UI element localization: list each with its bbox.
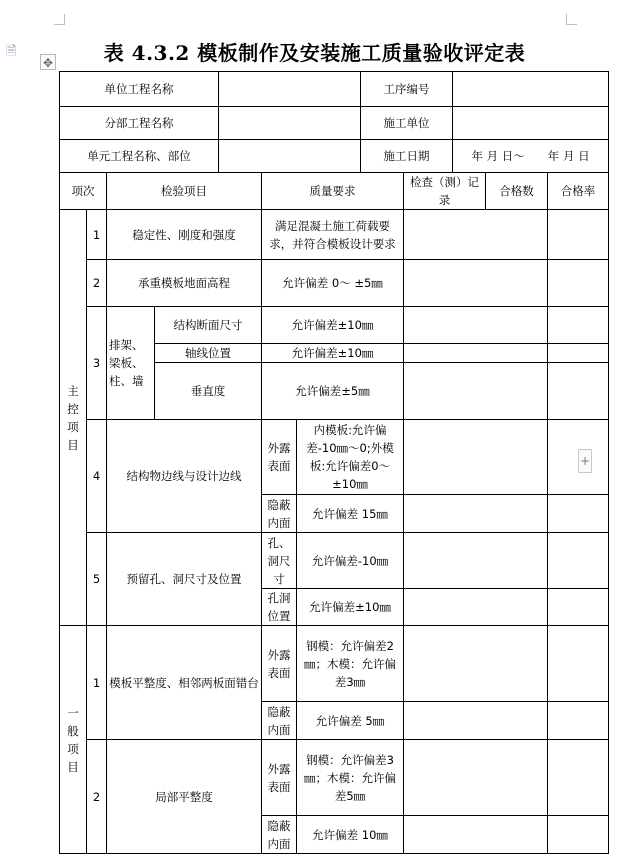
table-row	[60, 260, 609, 307]
count-cell[interactable]	[548, 740, 609, 816]
record-cell[interactable]	[404, 260, 548, 307]
record-cell[interactable]	[404, 307, 548, 344]
page-title: 表 4.3.2 模板制作及安装施工质量验收评定表	[103, 41, 526, 65]
table-row	[60, 307, 609, 344]
record-cell[interactable]	[404, 702, 548, 740]
count-cell[interactable]	[548, 495, 609, 533]
record-cell[interactable]	[404, 626, 548, 702]
col-qualified-count: 合格数	[486, 173, 548, 210]
sub-item-name: 隐蔽内面	[262, 702, 297, 740]
item-name: 结构物边线与设计边线	[107, 420, 262, 533]
element-project-value[interactable]	[219, 140, 361, 173]
sub-item-name: 轴线位置	[155, 344, 262, 363]
construction-date-value[interactable]: 年 月 日～ 年 月 日	[453, 140, 609, 173]
col-qualified-rate: 合格率	[548, 173, 609, 210]
count-cell[interactable]	[548, 626, 609, 702]
record-cell[interactable]	[404, 533, 548, 589]
item-requirement: 允许偏差 5㎜	[297, 702, 404, 740]
item-requirement: 允许偏差±5㎜	[262, 363, 404, 420]
count-cell[interactable]	[548, 344, 609, 363]
unit-project-value[interactable]	[219, 72, 361, 107]
count-cell[interactable]	[548, 533, 609, 589]
item-no: 2	[87, 260, 107, 307]
page-corner-mark-right	[566, 14, 577, 25]
record-cell[interactable]	[404, 344, 548, 363]
sub-item-name: 外露表面	[262, 626, 297, 702]
item-requirement: 允许偏差-10㎜	[297, 533, 404, 589]
page-corner-mark-left	[54, 14, 65, 25]
count-cell[interactable]	[548, 589, 609, 626]
col-inspection-record: 检查（测）记录	[404, 173, 486, 210]
col-item-no: 项次	[60, 173, 107, 210]
sub-project-value[interactable]	[219, 107, 361, 140]
construction-unit-value[interactable]	[453, 107, 609, 140]
item-name: 预留孔、洞尺寸及位置	[107, 533, 262, 626]
count-cell[interactable]	[548, 363, 609, 420]
table-row	[60, 420, 609, 495]
plus-icon[interactable]: +	[578, 449, 592, 473]
header-row-2	[60, 107, 609, 140]
table-row	[60, 740, 609, 816]
record-cell[interactable]	[404, 740, 548, 816]
sub-item-name: 孔、洞尺寸	[262, 533, 297, 589]
item-name: 排架、梁板、柱、墙	[107, 307, 155, 420]
document-icon[interactable]: 🗎	[6, 44, 17, 59]
col-inspection-item: 检验项目	[107, 173, 262, 210]
item-requirement: 允许偏差 10㎜	[297, 816, 404, 854]
item-requirement: 允许偏差±10㎜	[297, 589, 404, 626]
process-no-label: 工序编号	[361, 72, 453, 107]
sub-item-name: 垂直度	[155, 363, 262, 420]
record-cell[interactable]	[404, 589, 548, 626]
move-arrows-icon[interactable]: ✥	[40, 54, 56, 70]
item-no: 4	[87, 420, 107, 533]
construction-date-label: 施工日期	[361, 140, 453, 173]
item-requirement: 允许偏差±10㎜	[262, 344, 404, 363]
count-cell[interactable]	[548, 260, 609, 307]
count-cell[interactable]	[548, 307, 609, 344]
count-cell[interactable]	[548, 420, 609, 495]
general-group-label: 一 般 项 目	[60, 626, 87, 854]
table-row	[60, 210, 609, 260]
element-project-label: 单元工程名称、部位	[60, 140, 219, 173]
count-cell[interactable]	[548, 816, 609, 854]
header-row-3	[60, 140, 609, 173]
item-requirement: 满足混凝土施工荷载要求，并符合模板设计要求	[262, 210, 404, 260]
item-no: 5	[87, 533, 107, 626]
item-name: 局部平整度	[107, 740, 262, 854]
sub-item-name: 隐蔽内面	[262, 816, 297, 854]
main-control-group-label: 主 控 项 目	[60, 210, 87, 626]
item-no: 1	[87, 210, 107, 260]
item-no: 3	[87, 307, 107, 420]
record-cell[interactable]	[404, 210, 548, 260]
sub-item-name: 孔洞位置	[262, 589, 297, 626]
item-requirement: 允许偏差 0～ ±5㎜	[262, 260, 404, 307]
construction-unit-label: 施工单位	[361, 107, 453, 140]
item-requirement: 钢模：允许偏差2㎜；木模：允许偏差3㎜	[297, 626, 404, 702]
item-requirement: 允许偏差±10㎜	[262, 307, 404, 344]
evaluation-table	[59, 71, 609, 854]
sub-item-name: 外露表面	[262, 420, 297, 495]
sub-item-name: 结构断面尺寸	[155, 307, 262, 344]
item-name: 模板平整度、相邻两板面错台	[107, 626, 262, 740]
count-cell[interactable]	[548, 210, 609, 260]
sub-project-label: 分部工程名称	[60, 107, 219, 140]
table-row	[60, 626, 609, 702]
record-cell[interactable]	[404, 495, 548, 533]
record-cell[interactable]	[404, 363, 548, 420]
table-row	[60, 533, 609, 589]
item-requirement: 允许偏差 15㎜	[297, 495, 404, 533]
sub-item-name: 隐蔽内面	[262, 495, 297, 533]
item-name: 承重模板地面高程	[107, 260, 262, 307]
item-requirement: 钢模：允许偏差3㎜；木模：允许偏差5㎜	[297, 740, 404, 816]
process-no-value[interactable]	[453, 72, 609, 107]
column-header-row	[60, 173, 609, 210]
count-cell[interactable]	[548, 702, 609, 740]
header-row-1	[60, 72, 609, 107]
unit-project-label: 单位工程名称	[60, 72, 219, 107]
item-name: 稳定性、刚度和强度	[107, 210, 262, 260]
record-cell[interactable]	[404, 420, 548, 495]
item-requirement: 内模板:允许偏差-10㎜～0;外模板:允许偏差0～±10㎜	[297, 420, 404, 495]
item-no: 2	[87, 740, 107, 854]
col-quality-requirement: 质量要求	[262, 173, 404, 210]
record-cell[interactable]	[404, 816, 548, 854]
item-no: 1	[87, 626, 107, 740]
sub-item-name: 外露表面	[262, 740, 297, 816]
